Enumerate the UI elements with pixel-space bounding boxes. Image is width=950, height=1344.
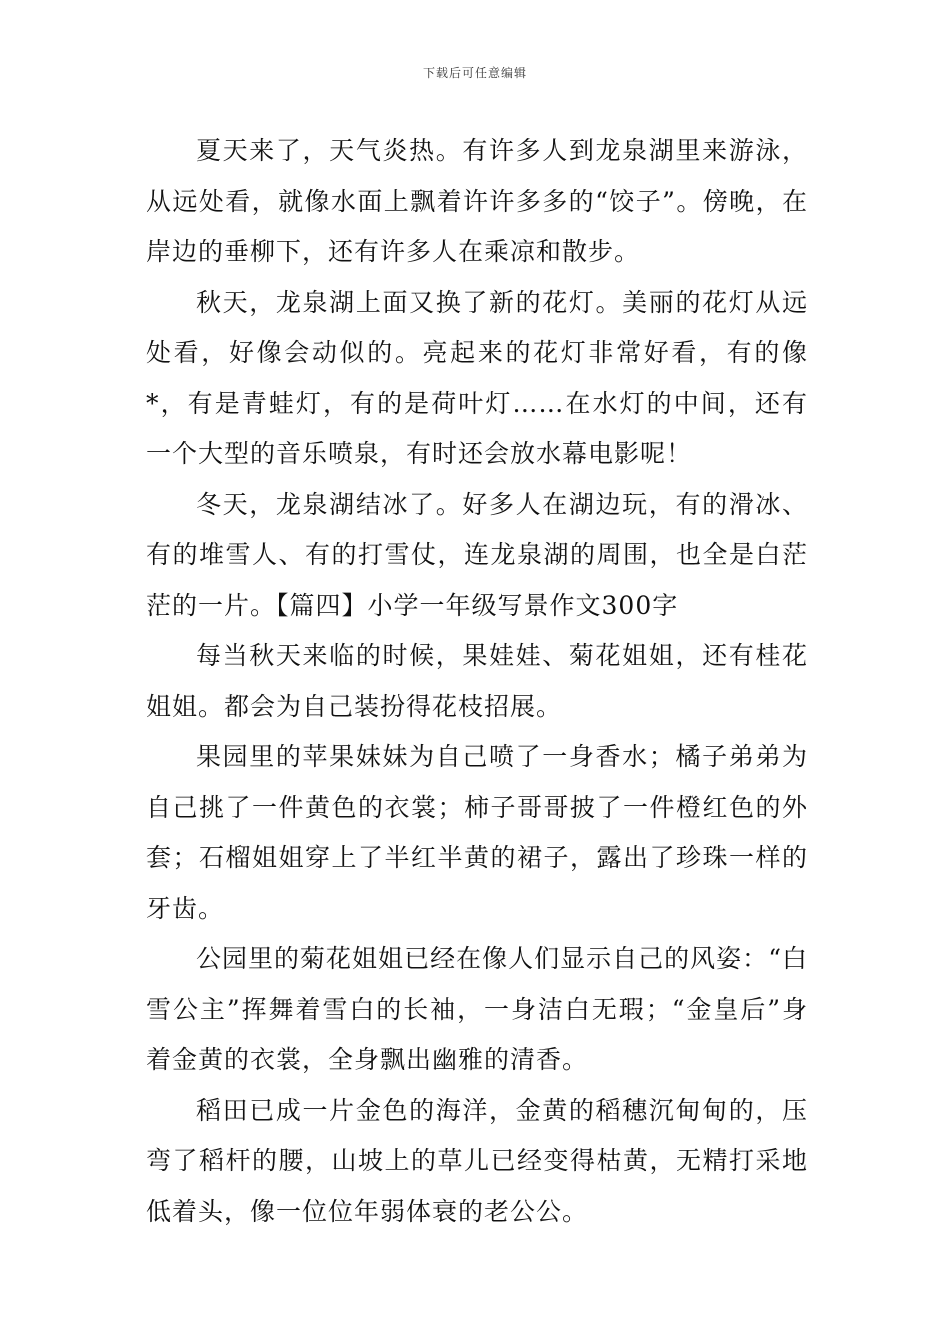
paragraph-chrysanthemum: 公园里的菊花姐姐已经在像人们显示自己的风姿：“白雪公主”挥舞着雪白的长袖，一身洁白无瑕；“金皇后”身着金黄的衣裳，全身飘出幽雅的清香。 xyxy=(146,944,808,1074)
header-note: 下载后可任意编辑 xyxy=(422,66,527,80)
paragraph-winter: 冬天，龙泉湖结冰了。好多人在湖边玩，有的滑冰、有的堆雪人、有的打雪仗，连龙泉湖的周围，也全是白茫茫的一片。【篇四】小学一年级写景作文300字 xyxy=(146,489,808,620)
paragraph-rice-field: 稻田已成一片金色的海洋，金黄的稻穗沉甸甸的，压弯了稻杆的腰，山坡上的草儿已经变得枯黄，无精打采地低着头，像一位位年弱体衰的老公公。 xyxy=(146,1095,808,1226)
paragraph-summer: 夏天来了，天气炎热。有许多人到龙泉湖里来游泳，从远处看，就像水面上飘着许许多多的“饺子”。傍晚，在岸边的垂柳下，还有许多人在乘凉和散步。 xyxy=(146,136,808,266)
paragraph-orchard: 果园里的苹果妹妹为自己喷了一身香水；橘子弟弟为自己挑了一件黄色的衣裳；柿子哥哥披了一件橙红色的外套；石榴姐姐穿上了半红半黄的裙子，露出了珍珠一样的牙齿。 xyxy=(146,742,808,923)
document-body xyxy=(146,126,808,1237)
paragraph-autumn-arrival: 每当秋天来临的时候，果娃娃、菊花姐姐，还有桂花姐姐。都会为自己装扮得花枝招展。 xyxy=(146,641,808,721)
paragraph-autumn-lanterns: 秋天，龙泉湖上面又换了新的花灯。美丽的花灯从远处看，好像会动似的。亮起来的花灯非常好看，有的像*，有是青蛙灯，有的是荷叶灯……在水灯的中间，还有一个大型的音乐喷泉，有时还会放水幕电影呢！ xyxy=(146,287,808,468)
